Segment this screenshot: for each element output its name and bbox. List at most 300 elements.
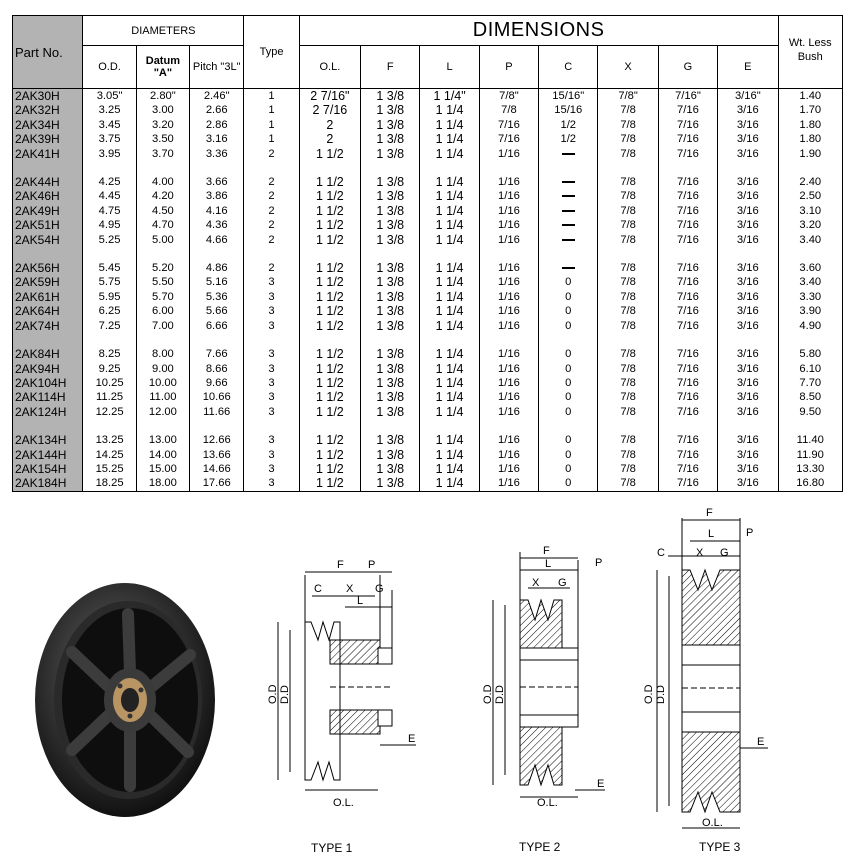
cell-wt: 11.90 xyxy=(778,448,842,462)
cell-datum: 5.70 xyxy=(136,290,189,304)
cell-pitch: 5.66 xyxy=(190,304,244,318)
cell-c: 0 xyxy=(539,376,598,390)
cell-wt: 3.40 xyxy=(778,233,842,247)
cell-datum: 11.00 xyxy=(136,390,189,404)
cell-wt: 7.70 xyxy=(778,376,842,390)
type2-x-label: X xyxy=(532,577,540,589)
cell-g: 7/16 xyxy=(658,433,717,447)
cell-datum: 6.00 xyxy=(136,304,189,318)
cell-type: 3 xyxy=(244,347,299,361)
header-part-no: Part No. xyxy=(13,16,83,89)
cell-c: 0 xyxy=(539,347,598,361)
caption-type1: TYPE 1 xyxy=(311,841,353,855)
cell-c: 1/2 xyxy=(539,118,598,132)
cell-l: 1 1/4 xyxy=(420,376,479,390)
cell-x: 7/8 xyxy=(598,103,658,117)
cell-datum: 18.00 xyxy=(136,476,189,491)
cell-c: 0 xyxy=(539,390,598,404)
cell-e: 3/16 xyxy=(718,433,778,447)
cell-wt: 1.40 xyxy=(778,89,842,104)
cell-e: 3/16 xyxy=(718,103,778,117)
cell-e: 3/16 xyxy=(718,347,778,361)
cell-type: 3 xyxy=(244,304,299,318)
cell-p: 1/16 xyxy=(479,261,538,275)
cell-e: 3/16" xyxy=(718,89,778,104)
caption-type3: TYPE 3 xyxy=(699,840,741,854)
cell-wt: 1.80 xyxy=(778,132,842,146)
cell-ol: 1 1/2 xyxy=(299,390,360,404)
cell-e: 3/16 xyxy=(718,233,778,247)
cell-e: 3/16 xyxy=(718,448,778,462)
cell-g: 7/16 xyxy=(658,290,717,304)
cell-pn: 2AK74H xyxy=(13,319,83,333)
cell-pn: 2AK184H xyxy=(13,476,83,491)
cell-pn: 2AK39H xyxy=(13,132,83,146)
cell-c: 15/16 xyxy=(539,103,598,117)
cell-g: 7/16 xyxy=(658,103,717,117)
cell-p: 1/16 xyxy=(479,476,538,491)
cell-pitch: 12.66 xyxy=(190,433,244,447)
cell-x: 7/8" xyxy=(598,89,658,104)
cell-g: 7/16 xyxy=(658,476,717,491)
cell-od: 7.25 xyxy=(83,319,136,333)
cell-ol: 1 1/2 xyxy=(299,189,360,203)
cell-pitch: 9.66 xyxy=(190,376,244,390)
cell-p: 1/16 xyxy=(479,147,538,161)
cell-pitch: 17.66 xyxy=(190,476,244,491)
cell-pitch: 4.36 xyxy=(190,218,244,232)
cell-pitch: 4.16 xyxy=(190,204,244,218)
type2-e-label: E xyxy=(597,778,605,790)
cell-e: 3/16 xyxy=(718,204,778,218)
cell-od: 11.25 xyxy=(83,390,136,404)
cell-ol: 1 1/2 xyxy=(299,290,360,304)
cell-pitch: 11.66 xyxy=(190,405,244,419)
cell-datum: 3.20 xyxy=(136,118,189,132)
cell-g: 7/16" xyxy=(658,89,717,104)
cell-l: 1 1/4 xyxy=(420,118,479,132)
cell-od: 3.25 xyxy=(83,103,136,117)
cell-p: 1/16 xyxy=(479,175,538,189)
cell-p: 7/16 xyxy=(479,132,538,146)
cell-type: 2 xyxy=(244,175,299,189)
header-datum-line2: "A" xyxy=(153,67,173,79)
cell-x: 7/8 xyxy=(598,433,658,447)
cell-e: 3/16 xyxy=(718,261,778,275)
cell-ol: 1 1/2 xyxy=(299,433,360,447)
header-dimensions: DIMENSIONS xyxy=(299,16,778,46)
cell-pitch: 4.86 xyxy=(190,261,244,275)
cell-pn: 2AK32H xyxy=(13,103,83,117)
cell-wt: 3.60 xyxy=(778,261,842,275)
cell-pitch: 2.86 xyxy=(190,118,244,132)
cell-x: 7/8 xyxy=(598,204,658,218)
cell-l: 1 1/4 xyxy=(420,433,479,447)
header-type: Type xyxy=(244,16,299,89)
cell-pn: 2AK59H xyxy=(13,275,83,289)
cell-x: 7/8 xyxy=(598,147,658,161)
cell-f: 1 3/8 xyxy=(361,103,420,117)
type1-g-label: G xyxy=(375,583,384,595)
cell-p: 1/16 xyxy=(479,304,538,318)
cell-pn: 2AK30H xyxy=(13,89,83,104)
cell-f: 1 3/8 xyxy=(361,405,420,419)
cell-f: 1 3/8 xyxy=(361,275,420,289)
header-x: X xyxy=(598,46,658,89)
cell-p: 1/16 xyxy=(479,405,538,419)
cell-type: 3 xyxy=(244,376,299,390)
cell-od: 6.25 xyxy=(83,304,136,318)
header-weight-line1: Wt. Less xyxy=(788,37,832,49)
cell-ol: 1 1/2 xyxy=(299,462,360,476)
cell-type: 2 xyxy=(244,261,299,275)
header-od: O.D. xyxy=(83,46,136,89)
type3-drawing xyxy=(657,518,768,828)
header-f: F xyxy=(361,46,420,89)
cell-x: 7/8 xyxy=(598,290,658,304)
cell-f: 1 3/8 xyxy=(361,89,420,104)
cell-wt: 6.10 xyxy=(778,362,842,376)
cell-datum: 4.70 xyxy=(136,218,189,232)
type1-drawing xyxy=(278,572,416,790)
cell-datum: 4.00 xyxy=(136,175,189,189)
cell-p: 1/16 xyxy=(479,233,538,247)
cell-pitch: 6.66 xyxy=(190,319,244,333)
cell-e: 3/16 xyxy=(718,405,778,419)
cell-type: 1 xyxy=(244,118,299,132)
cell-pn: 2AK44H xyxy=(13,175,83,189)
cell-f: 1 3/8 xyxy=(361,118,420,132)
cell-l: 1 1/4 xyxy=(420,233,479,247)
cell-g: 7/16 xyxy=(658,118,717,132)
cell-od: 5.95 xyxy=(83,290,136,304)
cell-od: 10.25 xyxy=(83,376,136,390)
type1-ol-label: O.L. xyxy=(333,797,354,809)
cell-l: 1 1/4 xyxy=(420,103,479,117)
cell-wt: 3.20 xyxy=(778,218,842,232)
cell-ol: 2 xyxy=(299,132,360,146)
cell-pitch: 2.46" xyxy=(190,89,244,104)
cell-ol: 1 1/2 xyxy=(299,347,360,361)
cell-p: 1/16 xyxy=(479,290,538,304)
cell-type: 1 xyxy=(244,89,299,104)
cell-e: 3/16 xyxy=(718,218,778,232)
cell-c: 0 xyxy=(539,476,598,491)
cell-od: 13.25 xyxy=(83,433,136,447)
cell-p: 1/16 xyxy=(479,433,538,447)
cell-pn: 2AK124H xyxy=(13,405,83,419)
cell-c: 15/16" xyxy=(539,89,598,104)
cell-datum: 3.50 xyxy=(136,132,189,146)
cell-x: 7/8 xyxy=(598,118,658,132)
cell-pn: 2AK134H xyxy=(13,433,83,447)
cell-f: 1 3/8 xyxy=(361,175,420,189)
pulley-photo xyxy=(35,583,215,817)
cell-ol: 1 1/2 xyxy=(299,175,360,189)
cell-g: 7/16 xyxy=(658,390,717,404)
cell-x: 7/8 xyxy=(598,218,658,232)
cell-p: 1/16 xyxy=(479,319,538,333)
cell-p: 1/16 xyxy=(479,204,538,218)
cell-od: 3.05" xyxy=(83,89,136,104)
cell-datum: 9.00 xyxy=(136,362,189,376)
cell-g: 7/16 xyxy=(658,147,717,161)
cell-pn: 2AK64H xyxy=(13,304,83,318)
cell-c: 1/2 xyxy=(539,132,598,146)
cell-g: 7/16 xyxy=(658,362,717,376)
cell-f: 1 3/8 xyxy=(361,218,420,232)
cell-x: 7/8 xyxy=(598,319,658,333)
cell-od: 3.45 xyxy=(83,118,136,132)
cell-type: 2 xyxy=(244,218,299,232)
cell-od: 4.25 xyxy=(83,175,136,189)
header-p: P xyxy=(479,46,538,89)
header-c: C xyxy=(539,46,598,89)
cell-l: 1 1/4 xyxy=(420,462,479,476)
cell-x: 7/8 xyxy=(598,304,658,318)
cell-od: 4.45 xyxy=(83,189,136,203)
cell-pitch: 3.86 xyxy=(190,189,244,203)
cell-datum: 8.00 xyxy=(136,347,189,361)
header-pitch: Pitch "3L" xyxy=(190,46,244,89)
type1-l-label: L xyxy=(357,595,364,607)
cell-c: 0 xyxy=(539,448,598,462)
cell-f: 1 3/8 xyxy=(361,204,420,218)
cell-type: 3 xyxy=(244,362,299,376)
type2-dd-label: D.D xyxy=(494,685,506,704)
cell-wt: 3.40 xyxy=(778,275,842,289)
cell-type: 3 xyxy=(244,448,299,462)
cell-g: 7/16 xyxy=(658,304,717,318)
cell-pn: 2AK56H xyxy=(13,261,83,275)
cell-l: 1 1/4 xyxy=(420,290,479,304)
cell-l: 1 1/4 xyxy=(420,390,479,404)
type2-f-label: F xyxy=(543,545,550,557)
cell-datum: 13.00 xyxy=(136,433,189,447)
cell-type: 2 xyxy=(244,189,299,203)
cell-ol: 1 1/2 xyxy=(299,147,360,161)
cell-f: 1 3/8 xyxy=(361,448,420,462)
cell-c: 0 xyxy=(539,304,598,318)
cell-pn: 2AK114H xyxy=(13,390,83,404)
cell-datum: 3.00 xyxy=(136,103,189,117)
type3-ol-label: O.L. xyxy=(702,817,723,829)
cell-c: 0 xyxy=(539,462,598,476)
cell-g: 7/16 xyxy=(658,261,717,275)
cell-c: 0 xyxy=(539,433,598,447)
cell-ol: 1 1/2 xyxy=(299,204,360,218)
cell-p: 1/16 xyxy=(479,462,538,476)
cell-type: 3 xyxy=(244,462,299,476)
cell-ol: 1 1/2 xyxy=(299,362,360,376)
type3-f-label: F xyxy=(706,507,713,519)
cell-od: 4.75 xyxy=(83,204,136,218)
cell-od: 18.25 xyxy=(83,476,136,491)
type2-drawing xyxy=(493,552,605,797)
cell-e: 3/16 xyxy=(718,476,778,491)
cell-ol: 2 xyxy=(299,118,360,132)
cell-ol: 1 1/2 xyxy=(299,405,360,419)
cell-type: 2 xyxy=(244,204,299,218)
cell-od: 3.95 xyxy=(83,147,136,161)
cell-x: 7/8 xyxy=(598,233,658,247)
cell-ol: 1 1/2 xyxy=(299,218,360,232)
type3-od-label: O.D xyxy=(643,684,655,704)
cell-x: 7/8 xyxy=(598,261,658,275)
cell-ol: 1 1/2 xyxy=(299,319,360,333)
cell-p: 1/16 xyxy=(479,275,538,289)
cell-od: 3.75 xyxy=(83,132,136,146)
cell-e: 3/16 xyxy=(718,290,778,304)
type1-c-label: C xyxy=(314,583,322,595)
cell-od: 15.25 xyxy=(83,462,136,476)
cell-f: 1 3/8 xyxy=(361,304,420,318)
cell-ol: 1 1/2 xyxy=(299,275,360,289)
cell-wt: 1.90 xyxy=(778,147,842,161)
cell-l: 1 1/4 xyxy=(420,362,479,376)
cell-x: 7/8 xyxy=(598,189,658,203)
cell-g: 7/16 xyxy=(658,405,717,419)
caption-type2: TYPE 2 xyxy=(519,840,561,854)
cell-e: 3/16 xyxy=(718,147,778,161)
cell-g: 7/16 xyxy=(658,189,717,203)
type2-ol-label: O.L. xyxy=(537,797,558,809)
cell-l: 1 1/4 xyxy=(420,189,479,203)
cell-type: 1 xyxy=(244,132,299,146)
cell-g: 7/16 xyxy=(658,462,717,476)
type1-p-label: P xyxy=(368,559,376,571)
cell-f: 1 3/8 xyxy=(361,390,420,404)
cell-f: 1 3/8 xyxy=(361,376,420,390)
cell-e: 3/16 xyxy=(718,376,778,390)
cell-datum: 4.50 xyxy=(136,204,189,218)
cell-wt: 3.90 xyxy=(778,304,842,318)
header-diameters: DIAMETERS xyxy=(83,16,244,46)
cell-wt: 2.40 xyxy=(778,175,842,189)
type3-l-label: L xyxy=(708,528,715,540)
cell-l: 1 1/4 xyxy=(420,347,479,361)
cell-pn: 2AK144H xyxy=(13,448,83,462)
type2-p-label: P xyxy=(595,557,603,569)
cell-e: 3/16 xyxy=(718,362,778,376)
cell-type: 2 xyxy=(244,147,299,161)
cell-type: 2 xyxy=(244,233,299,247)
cell-x: 7/8 xyxy=(598,448,658,462)
cell-pn: 2AK61H xyxy=(13,290,83,304)
cell-c: 0 xyxy=(539,405,598,419)
cell-pn: 2AK154H xyxy=(13,462,83,476)
cell-pitch: 3.16 xyxy=(190,132,244,146)
header-datum-line1: Datum xyxy=(145,55,180,67)
type2-l-label: L xyxy=(545,558,552,570)
cell-wt: 3.30 xyxy=(778,290,842,304)
cell-pn: 2AK54H xyxy=(13,233,83,247)
cell-datum: 10.00 xyxy=(136,376,189,390)
cell-od: 8.25 xyxy=(83,347,136,361)
cell-pitch: 4.66 xyxy=(190,233,244,247)
cell-pitch: 5.36 xyxy=(190,290,244,304)
cell-l: 1 1/4 xyxy=(420,405,479,419)
cell-f: 1 3/8 xyxy=(361,132,420,146)
cell-type: 3 xyxy=(244,319,299,333)
cell-x: 7/8 xyxy=(598,476,658,491)
cell-pn: 2AK104H xyxy=(13,376,83,390)
type3-g-label: G xyxy=(720,547,729,559)
cell-f: 1 3/8 xyxy=(361,476,420,491)
cell-datum: 7.00 xyxy=(136,319,189,333)
header-e: E xyxy=(718,46,778,89)
cell-datum: 2.80" xyxy=(136,89,189,104)
cell-g: 7/16 xyxy=(658,376,717,390)
cell-datum: 5.50 xyxy=(136,275,189,289)
cell-wt: 13.30 xyxy=(778,462,842,476)
cell-od: 5.75 xyxy=(83,275,136,289)
cell-pitch: 7.66 xyxy=(190,347,244,361)
type2-od-label: O.D xyxy=(482,684,494,704)
cell-x: 7/8 xyxy=(598,462,658,476)
cell-od: 14.25 xyxy=(83,448,136,462)
cell-datum: 4.20 xyxy=(136,189,189,203)
cell-pn: 2AK34H xyxy=(13,118,83,132)
cell-l: 1 1/4 xyxy=(420,147,479,161)
cell-type: 3 xyxy=(244,390,299,404)
cell-od: 5.25 xyxy=(83,233,136,247)
header-weight-line2: Bush xyxy=(797,51,823,63)
header-ol: O.L. xyxy=(299,46,360,89)
cell-pitch: 10.66 xyxy=(190,390,244,404)
cell-f: 1 3/8 xyxy=(361,233,420,247)
type3-e-label: E xyxy=(757,736,765,748)
cell-l: 1 1/4 xyxy=(420,476,479,491)
cell-g: 7/16 xyxy=(658,319,717,333)
cell-od: 12.25 xyxy=(83,405,136,419)
cell-f: 1 3/8 xyxy=(361,319,420,333)
cell-type: 3 xyxy=(244,405,299,419)
cell-pn: 2AK51H xyxy=(13,218,83,232)
cell-l: 1 1/4 xyxy=(420,204,479,218)
cell-l: 1 1/4 xyxy=(420,218,479,232)
type1-od-label: O.D xyxy=(267,684,279,704)
cell-f: 1 3/8 xyxy=(361,261,420,275)
cell-x: 7/8 xyxy=(598,132,658,146)
cell-datum: 5.20 xyxy=(136,261,189,275)
cell-ol: 1 1/2 xyxy=(299,376,360,390)
cell-pn: 2AK94H xyxy=(13,362,83,376)
cell-x: 7/8 xyxy=(598,347,658,361)
cell-wt: 16.80 xyxy=(778,476,842,491)
cell-g: 7/16 xyxy=(658,132,717,146)
cell-p: 1/16 xyxy=(479,218,538,232)
cell-g: 7/16 xyxy=(658,448,717,462)
cell-pitch: 3.36 xyxy=(190,147,244,161)
type3-p-label: P xyxy=(746,527,754,539)
cell-g: 7/16 xyxy=(658,233,717,247)
cell-datum: 12.00 xyxy=(136,405,189,419)
cell-type: 3 xyxy=(244,275,299,289)
cell-x: 7/8 xyxy=(598,275,658,289)
cell-e: 3/16 xyxy=(718,118,778,132)
cell-e: 3/16 xyxy=(718,319,778,333)
cell-wt: 11.40 xyxy=(778,433,842,447)
cell-l: 1 1/4 xyxy=(420,448,479,462)
cell-pn: 2AK84H xyxy=(13,347,83,361)
cell-pitch: 13.66 xyxy=(190,448,244,462)
cell-l: 1 1/4 xyxy=(420,132,479,146)
cell-pitch: 5.16 xyxy=(190,275,244,289)
cell-e: 3/16 xyxy=(718,132,778,146)
cell-od: 4.95 xyxy=(83,218,136,232)
type1-e-label: E xyxy=(408,733,416,745)
